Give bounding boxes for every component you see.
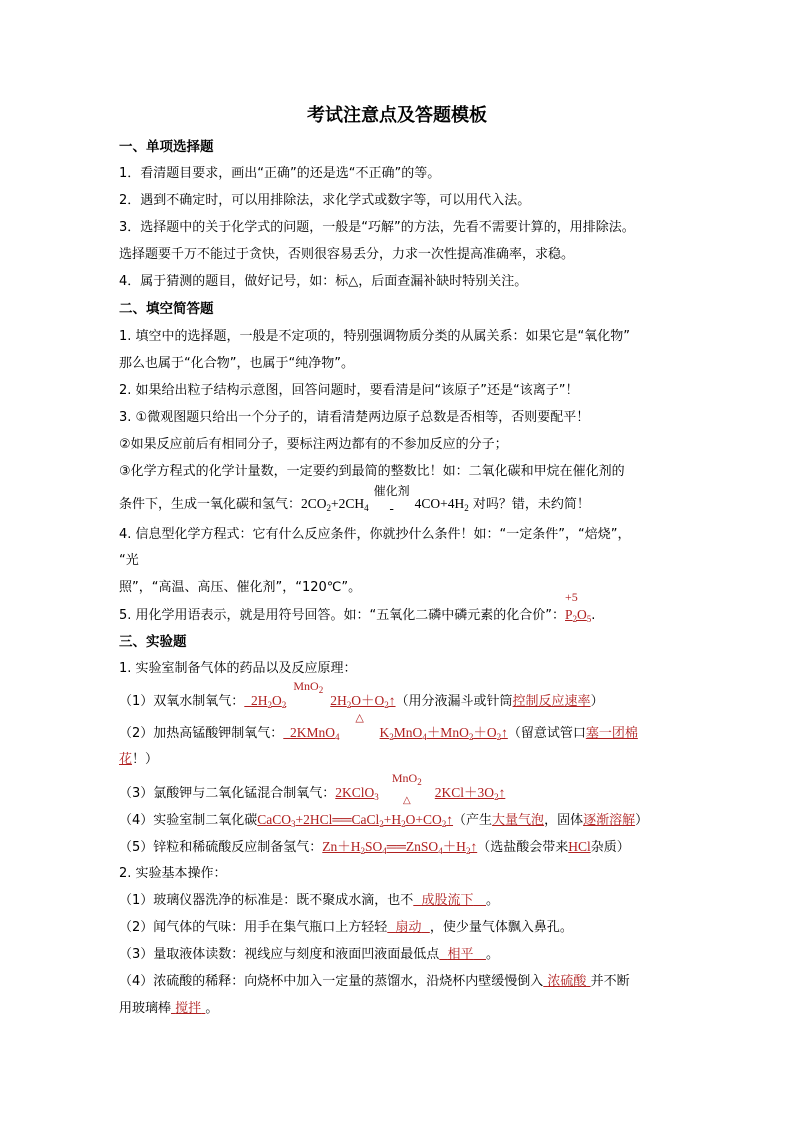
paragraph: “光 <box>119 553 139 568</box>
page-title: 考试注意点及答题模板 <box>307 105 487 126</box>
answer-blank: 逐渐溶解 <box>583 813 636 828</box>
operation-line: （3）量取液体读数：视线应与刻度和液面凹液面最低点 相平 。 <box>119 947 499 962</box>
operation-line: （1）玻璃仪器洗净的标准是：既不聚成水滴，也不 成股流下 。 <box>119 893 499 908</box>
answer-blank: 花 <box>119 752 133 767</box>
paragraph: 1．看清题目要求，画出“正确”的还是选“不正确”的等。 <box>119 166 441 181</box>
paragraph: 2. 实验基本操作： <box>119 866 227 881</box>
equation-answer: 2KMnO$_4$ △ $K_2MnO_4+MnO_2+O_2↑$ <box>290 712 508 742</box>
paragraph: 3. ①微观图题只给出一个分子的，请看清楚两边原子总数是否相等，否则要配平！ <box>119 410 590 425</box>
reaction-line-h2: （5）锌粒和稀硫酸反应制备氢气：$Zn+H_2SO_4══ZnSO_4+H_2↑$（选盐酸会带来HCl杂质） <box>119 839 630 856</box>
answer-blank: 相平 <box>447 947 474 962</box>
reaction-condition: MnO$_2$ △ <box>391 771 422 806</box>
reaction-line-co2: （4）实验室制二氧化碳$CaCO_3+2HCl══CaCl_2+H_2O+CO_2↑$（产生大量气泡，固体逐渐溶解） <box>119 812 649 829</box>
paragraph: 3．选择题中的关于化学式的问题，一般是“巧解”的方法，先看不需要计算的，用排除法。 <box>119 220 635 235</box>
text: 对吗？错，未约简！ <box>468 497 590 512</box>
reaction-condition: MnO$_2$ <box>293 679 324 695</box>
section-heading-experiment: 三、实验题 <box>119 634 187 650</box>
paragraph: 照”，“高温、高压、催化剂”，“120℃”。 <box>119 580 362 595</box>
equation-answer: $2H_2O_2$ MnO$_2$ $2H_2O+O_2↑$ <box>251 679 396 710</box>
reaction-line-h2o2: （1）双氧水制氧气： $2H_2O_2$ MnO$_2$ $2H_2O+O_2↑$（用分液漏斗或针筒控制反应速率） <box>119 679 604 710</box>
equation-answer: $CaCO_3+2HCl══CaCl_2+H_2O+CO_2↑$ <box>257 812 454 829</box>
answer-blank: 大量气泡 <box>492 813 545 828</box>
reaction-line-kclo3: （3）氯酸钾与二氧化锰混合制氧气：2KClO$_3$ MnO$_2$ △ $2KCl+3O_2↑$ <box>119 771 506 806</box>
answer-blank: 搅拌 <box>175 1001 202 1016</box>
answer-blank: 浓硫酸 <box>547 974 587 989</box>
operation-line: 用玻璃棒 搅拌 。 <box>119 1001 219 1016</box>
reaction-condition: 催化剂 <box>373 484 410 498</box>
reaction-condition: △ <box>355 712 364 724</box>
paragraph: 4．属于猜测的题目，做好记号，如：标△，后面查漏补缺时特别关注。 <box>119 274 528 289</box>
answer-blank: 控制反应速率 <box>512 694 591 709</box>
answer-blank: 扇动 <box>395 920 422 935</box>
equation-answer: $Zn+H_2SO_4══ZnSO_4+H_2↑$ <box>322 839 478 856</box>
reaction-line-kmno4-cont: 花！） <box>119 752 159 767</box>
section-heading-choice: 一、单项选择题 <box>119 139 214 155</box>
paragraph: 1. 实验室制备气体的药品以及反应原理： <box>119 661 357 676</box>
paragraph: 2．遇到不确定时，可以用排除法，求化学式或数字等，可以用代入法。 <box>119 193 531 208</box>
answer-blank: HCl <box>568 839 591 854</box>
paragraph-valence: 5. 用化学用语表示，就是用符号回答。如：“五氧化二磷中磷元素的化合价”： +5 $P_2O_5$. <box>119 606 679 628</box>
answer-blank: 成股流下 <box>421 893 474 908</box>
paragraph: 1. 填空中的选择题，一般是不定项的，特别强调物质分类的从属关系：如果它是“氧化物” <box>119 329 631 344</box>
text: 条件下，生成一氧化碳和氢气： <box>119 497 302 512</box>
paragraph-equation-line <box>119 484 679 517</box>
reaction-line-kmno4: （2）加热高锰酸钾制氧气： 2KMnO$_4$ △ $K_2MnO_4+MnO_2+O_2↑$（留意试管口塞一团棉 <box>119 712 638 742</box>
answer-blank: 塞一团棉 <box>585 726 638 741</box>
valence-answer: +5 $P_2O_5$ <box>565 590 592 624</box>
paragraph: 2. 如果给出粒子结构示意图，回答问题时，要看清是问“该原子”还是“该离子”！ <box>119 383 579 398</box>
paragraph: ②如果反应前后有相同分子，要标注两边都有的不参加反应的分子； <box>119 437 508 452</box>
operation-line: （2）闻气体的气味：用手在集气瓶口上方轻轻 扇动 ，使少量气体飘入鼻孔。 <box>119 920 573 935</box>
equation-answer: $2KCl+3O_2↑$ <box>434 785 506 802</box>
paragraph: 那么也属于“化合物”，也属于“纯净物”。 <box>119 356 354 371</box>
equation: $2CO_2+2CH_4$ 催化剂 $4CO+4H_2$ <box>301 484 469 513</box>
paragraph: 选择题要千万不能过于贪快，否则很容易丢分，力求一次性提高准确率，求稳。 <box>119 247 575 262</box>
section-heading-fill: 二、填空简答题 <box>119 301 214 317</box>
equation-answer: 2KClO$_3$ <box>335 785 379 802</box>
paragraph: ③化学方程式的化学计量数，一定要约到最简的整数比！如：二氧化碳和甲烷在催化剂的 <box>119 464 625 479</box>
operation-line: （4）浓硫酸的稀释：向烧杯中加入一定量的蒸馏水，沿烧杯内壁缓慢倒入 浓硫酸 并不断 <box>119 974 630 989</box>
paragraph: 4. 信息型化学方程式：它有什么反应条件，你就抄什么条件！如：“一定条件”，“焙烧”， <box>119 527 631 542</box>
